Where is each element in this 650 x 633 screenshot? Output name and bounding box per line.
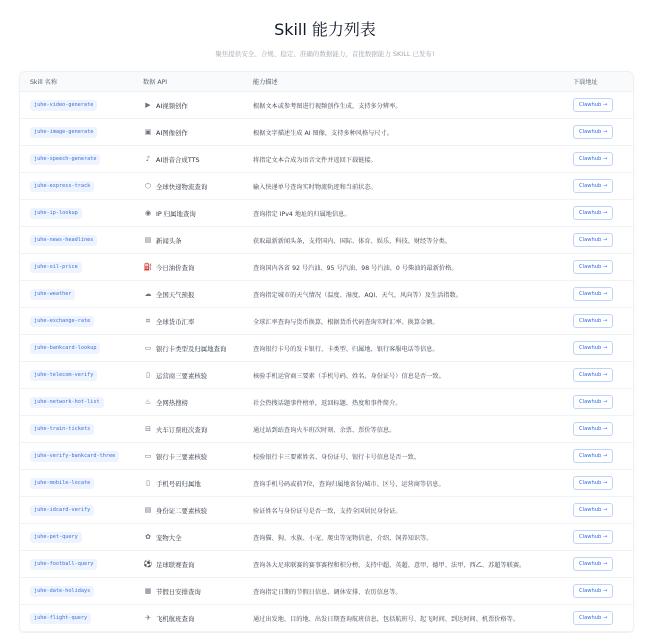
skill-name-tag: juhe-express-track: [30, 181, 94, 192]
download-cell: [573, 503, 633, 517]
table-row: [20, 281, 633, 308]
skill-cell: [20, 343, 143, 354]
clawhub-download-button[interactable]: Clawhub →: [573, 233, 613, 247]
skill-name-tag: juhe-exchange-rate: [30, 316, 94, 327]
api-cell: [143, 290, 253, 299]
clawhub-download-button[interactable]: Clawhub →: [573, 584, 613, 598]
api-icon: ¤: [145, 317, 151, 325]
skill-name-tag: juhe-news-headlines: [30, 235, 97, 246]
table-row: [20, 524, 633, 551]
skill-cell: [20, 262, 143, 273]
header-description: 能力描述: [253, 79, 278, 86]
skill-name-tag: juhe-pet-query: [30, 532, 82, 543]
table-row: [20, 578, 633, 605]
description-cell: 验证姓名与身份证号是否一致，支持全国居民身份证。: [253, 507, 402, 515]
description-cell: 查询国内各省 92 号汽油、95 号汽油、98 号汽油、0 号柴油的最新价格。: [253, 264, 458, 272]
api-cell: [143, 182, 253, 191]
description-cell: 查询各大足球联赛的赛事赛程和积分榜，支持中超、英超、意甲、德甲、法甲、西乙、苏超等联赛。: [253, 561, 526, 569]
table-row: [20, 146, 633, 173]
api-cell: [143, 209, 253, 218]
api-name: 宠物大全: [156, 533, 182, 542]
download-cell: [573, 206, 633, 220]
api-name: 全球快递物流查询: [156, 182, 208, 191]
skill-cell: [20, 100, 143, 111]
skill-cell: [20, 181, 143, 192]
api-name: 全网热搜榜: [156, 398, 188, 407]
api-cell: [143, 155, 253, 164]
table-row: [20, 551, 633, 578]
api-cell: [143, 425, 253, 434]
skill-cell: [20, 316, 143, 327]
clawhub-download-button[interactable]: Clawhub →: [573, 152, 613, 166]
skill-name-tag: juhe-ip-lookup: [30, 208, 82, 219]
skill-cell: [20, 289, 143, 300]
clawhub-download-button[interactable]: Clawhub →: [573, 179, 613, 193]
api-cell: [143, 452, 253, 461]
api-name: 火车订票班次查询: [156, 425, 208, 434]
skill-name-tag: juhe-oil-price: [30, 262, 82, 273]
clawhub-download-button[interactable]: Clawhub →: [573, 557, 613, 571]
table-row: [20, 497, 633, 524]
skill-cell: [20, 235, 143, 246]
skill-cell: [20, 586, 143, 597]
download-cell: [573, 584, 633, 598]
skill-name-tag: juhe-network-hot-list: [30, 397, 104, 408]
skill-name-tag: juhe-football-query: [30, 559, 97, 570]
clawhub-download-button[interactable]: Clawhub →: [573, 314, 613, 328]
api-icon: ⬡: [144, 182, 152, 190]
clawhub-download-button[interactable]: Clawhub →: [573, 341, 613, 355]
api-icon: ▭: [144, 344, 152, 352]
api-cell: [143, 560, 253, 569]
table-row: [20, 92, 633, 119]
api-name: 运营商三要素核验: [156, 371, 208, 380]
api-cell: [143, 344, 253, 353]
api-name: 手机号码归属地: [156, 479, 201, 488]
api-name: 飞机航班查询: [156, 614, 195, 623]
api-icon: ⛽: [143, 263, 153, 271]
api-name: 新闻头条: [156, 236, 182, 245]
table-row: [20, 470, 633, 497]
description-cell: 校验银行卡三要素姓名、身份证号、银行卡号信息是否一致。: [253, 453, 421, 461]
api-cell: [143, 317, 253, 326]
api-name: 足球联赛查询: [156, 560, 195, 569]
skill-cell: [20, 559, 143, 570]
api-icon: ▯: [146, 371, 150, 379]
skill-cell: [20, 154, 143, 165]
header-data-api: 数据 API: [143, 79, 168, 86]
table-header: [20, 72, 633, 92]
table-row: [20, 119, 633, 146]
description-cell: 查询指定城市的天气情况（温度、湿度、AQI、天气、风向等）及生活指数。: [253, 291, 462, 299]
api-cell: [143, 398, 253, 407]
download-cell: [573, 395, 633, 409]
table-row: [20, 200, 633, 227]
api-cell: [143, 236, 253, 245]
page-header: [0, 0, 650, 72]
download-cell: [573, 449, 633, 463]
download-cell: [573, 422, 633, 436]
api-name: 银行卡类型及归属地查询: [156, 344, 227, 353]
description-cell: 获取最新新闻头条，支持国内、国际、体育、娱乐、科技、财经等分类。: [253, 237, 451, 245]
download-cell: [573, 152, 633, 166]
table-body: [20, 92, 633, 632]
skill-cell: [20, 478, 143, 489]
api-icon: ▶: [145, 101, 151, 109]
api-name: 银行卡三要素核验: [156, 452, 208, 461]
api-cell: [143, 506, 253, 515]
skill-cell: [20, 370, 143, 381]
description-cell: 通过出发地、目的地、出发日期查询航班信息，包括航班号、起飞时间、到达时间、机票价格等。: [253, 615, 520, 623]
description-cell: 通过站到站查询火车班次时刻、余票、票价等信息。: [253, 426, 396, 434]
download-cell: [573, 611, 633, 625]
api-icon: ⚽: [143, 560, 153, 568]
page-title: Skill 能力列表: [274, 20, 376, 39]
api-name: 全国天气预报: [156, 290, 195, 299]
clawhub-download-button[interactable]: Clawhub →: [573, 476, 613, 490]
header-skill-name: Skill 名称: [30, 79, 58, 86]
api-icon: ▤: [144, 506, 152, 514]
skill-name-tag: juhe-bankcard-lookup: [30, 343, 100, 354]
api-icon: ▦: [144, 587, 152, 595]
download-cell: [573, 341, 633, 355]
clawhub-download-button[interactable]: Clawhub →: [573, 206, 613, 220]
download-cell: [573, 179, 633, 193]
description-cell: 查询银行卡号的发卡银行、卡类型、归属地、银行客服电话等信息。: [253, 345, 439, 353]
download-cell: [573, 314, 633, 328]
api-name: AI视频创作: [156, 101, 188, 110]
description-cell: 输入快递单号查询实时物流轨迹和当前状态。: [253, 183, 377, 191]
skill-cell: [20, 127, 143, 138]
clawhub-download-button[interactable]: Clawhub →: [573, 611, 613, 625]
api-name: AI语音合成TTS: [156, 155, 200, 164]
api-name: AI图像创作: [156, 128, 188, 137]
description-cell: 根据文本或参考图进行视频创作生成，支持多分辨率。: [253, 102, 402, 110]
api-name: 节假日安排查询: [156, 587, 201, 596]
table-row: [20, 443, 633, 470]
download-cell: [573, 530, 633, 544]
clawhub-download-button[interactable]: Clawhub →: [573, 395, 613, 409]
description-cell: 查询指定 IPv4 地址的归属地信息。: [253, 210, 351, 218]
description-cell: 查询指定日期的节假日信息、调休安排、农历信息等。: [253, 588, 402, 596]
api-icon: ▯: [146, 479, 150, 487]
skill-name-tag: juhe-mobile-locate: [30, 478, 94, 489]
api-cell: [143, 101, 253, 110]
api-cell: [143, 263, 253, 272]
api-cell: [143, 479, 253, 488]
clawhub-download-button[interactable]: Clawhub →: [573, 368, 613, 382]
skill-table: [19, 71, 634, 633]
download-cell: [573, 260, 633, 274]
skill-name-tag: juhe-image-generate: [30, 127, 97, 138]
download-cell: [573, 233, 633, 247]
header-download: 下载地址: [573, 79, 598, 86]
api-icon: ♨: [144, 398, 152, 406]
description-cell: 全球汇率查询与货币换算，根据货币代码查询实时汇率、换算金额。: [253, 318, 439, 326]
description-cell: 将指定文本合成为语音文件并返回下载链接。: [253, 156, 377, 164]
skill-cell: [20, 613, 143, 624]
skill-cell: [20, 532, 143, 543]
api-icon: ♪: [145, 155, 151, 163]
clawhub-download-button[interactable]: Clawhub →: [573, 287, 613, 301]
clawhub-download-button[interactable]: Clawhub →: [573, 125, 613, 139]
skill-name-tag: juhe-video-generate: [30, 100, 97, 111]
api-icon: ▭: [144, 452, 152, 460]
description-cell: 核验手机运营商三要素（手机号码、姓名、身份证号）信息是否一致。: [253, 372, 445, 380]
api-name: 身份证二要素核验: [156, 506, 208, 515]
table-row: [20, 362, 633, 389]
clawhub-download-button[interactable]: Clawhub →: [573, 530, 613, 544]
skill-cell: [20, 397, 143, 408]
clawhub-download-button[interactable]: Clawhub →: [573, 449, 613, 463]
api-name: 今日油价查询: [156, 263, 195, 272]
skill-name-tag: juhe-idcard-verify: [30, 505, 94, 516]
api-icon: ◉: [144, 209, 152, 217]
api-icon: ✈: [145, 614, 151, 622]
download-cell: [573, 125, 633, 139]
api-name: IP 归属地查询: [156, 209, 196, 218]
api-icon: ⊟: [145, 425, 151, 433]
api-icon: ✿: [145, 533, 151, 541]
download-cell: [573, 98, 633, 112]
api-icon: ▣: [144, 128, 152, 136]
table-row: [20, 254, 633, 281]
skill-name-tag: juhe-speech-generate: [30, 154, 100, 165]
skill-cell: [20, 208, 143, 219]
skill-cell: [20, 424, 143, 435]
skill-name-tag: juhe-verify-bankcard-three: [30, 451, 119, 462]
download-cell: [573, 368, 633, 382]
api-icon: ☁: [144, 290, 152, 298]
skill-name-tag: juhe-date-holidays: [30, 586, 94, 597]
table-row: [20, 416, 633, 443]
skill-name-tag: juhe-weather: [30, 289, 75, 300]
clawhub-download-button[interactable]: Clawhub →: [573, 503, 613, 517]
api-cell: [143, 533, 253, 542]
skill-name-tag: juhe-train-tickets: [30, 424, 94, 435]
description-cell: 社会热搜话题事件榜单，返回标题、热度和事件简介。: [253, 399, 402, 407]
clawhub-download-button[interactable]: Clawhub →: [573, 422, 613, 436]
download-cell: [573, 287, 633, 301]
api-cell: [143, 371, 253, 380]
skill-name-tag: juhe-telecom-verify: [30, 370, 97, 381]
clawhub-download-button[interactable]: Clawhub →: [573, 260, 613, 274]
download-cell: [573, 476, 633, 490]
table-row: [20, 335, 633, 362]
api-cell: [143, 128, 253, 137]
table-row: [20, 227, 633, 254]
table-row: [20, 389, 633, 416]
skill-cell: [20, 451, 143, 462]
description-cell: 查询手机号码或前7位，查询归属地省份/城市、区号、运营商等信息。: [253, 480, 445, 488]
table-row: [20, 605, 633, 632]
api-cell: [143, 587, 253, 596]
skill-cell: [20, 505, 143, 516]
table-row: [20, 308, 633, 335]
clawhub-download-button[interactable]: Clawhub →: [573, 98, 613, 112]
description-cell: 查询猫、狗、水族、小宠、爬虫等宠物信息，介绍、饲养知识等。: [253, 534, 433, 542]
page-subtitle: 聚焦提供安全、合规、稳定、准确的数据能力，首批数据能力 SKILL 已发布!: [215, 50, 435, 58]
description-cell: 根据文字描述生成 AI 图像，支持多种风格与尺寸。: [253, 129, 393, 137]
skill-name-tag: juhe-flight-query: [30, 613, 91, 624]
table-row: [20, 173, 633, 200]
api-name: 全球货币汇率: [156, 317, 195, 326]
download-cell: [573, 557, 633, 571]
api-icon: ▤: [144, 236, 152, 244]
